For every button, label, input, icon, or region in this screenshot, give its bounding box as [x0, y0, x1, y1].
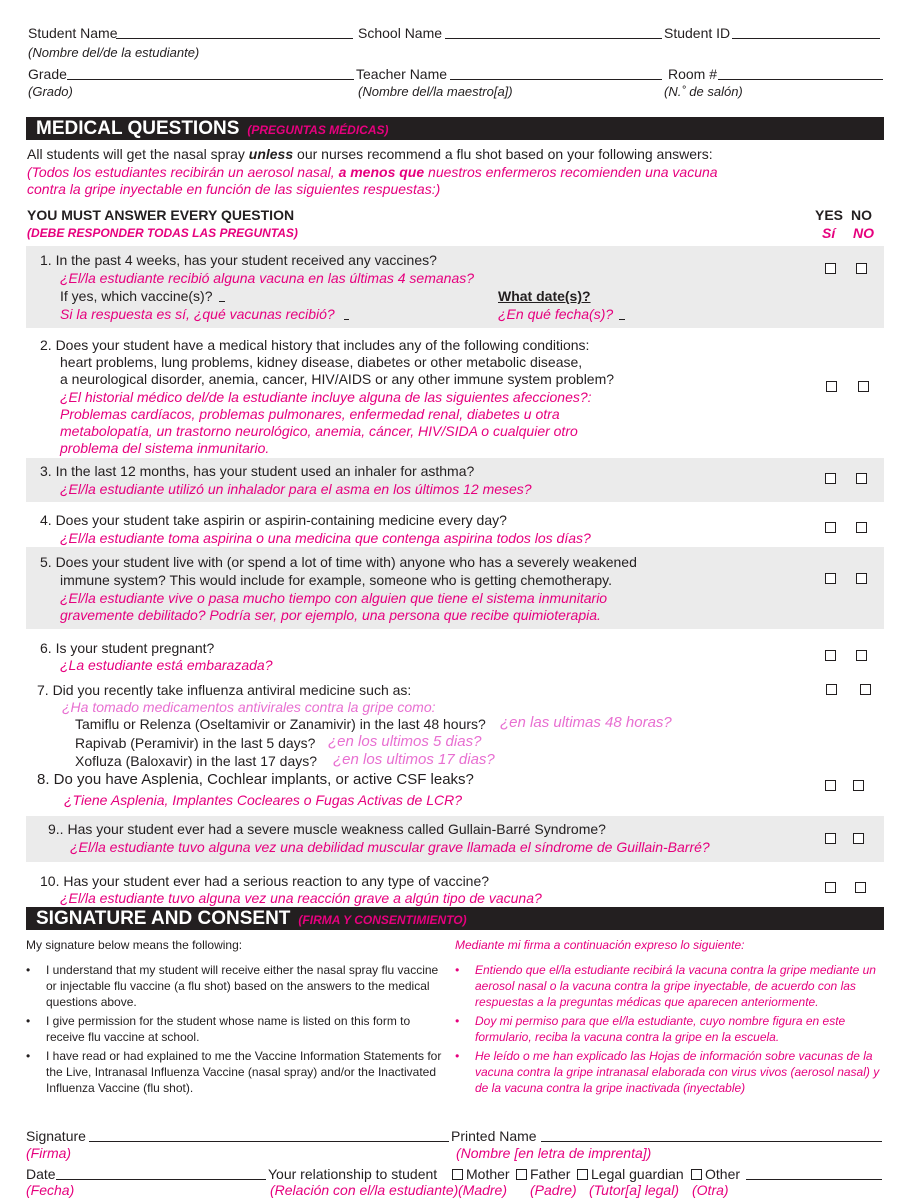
teacher-name-label: Teacher Name	[356, 66, 448, 82]
q2-text-es-4: problema del sistema inmunitario.	[60, 440, 270, 456]
q7-xofluza: Xofluza (Baloxavir) in the last 17 days?	[75, 753, 318, 769]
q7-rapivab-es: ¿en los ultimos 5 dias?	[328, 733, 482, 750]
relationship-label: Your relationship to student	[268, 1166, 438, 1182]
q3-text-es: ¿El/la estudiante utilizó un inhalador para el asma en los últimos 12 meses?	[60, 481, 532, 497]
signature-label: Signature	[26, 1128, 86, 1144]
printed-name-label-es: (Nombre [en letra de imprenta])	[456, 1145, 652, 1161]
q9-yes-checkbox[interactable]	[825, 833, 836, 844]
no-header: NO	[851, 207, 872, 223]
student-name-label: Student Name	[28, 25, 118, 41]
q5-text-es-1: ¿El/la estudiante vive o pasa mucho tiempo con alguien que tiene el sistema inmunitario	[60, 590, 608, 606]
q2-text-3: a neurological disorder, anemia, cancer, HIV/AIDS or any other immune system problem?	[60, 371, 615, 387]
date-field[interactable]	[56, 1166, 266, 1180]
q6-no-checkbox[interactable]	[856, 650, 867, 661]
q7-yes-checkbox[interactable]	[826, 684, 837, 695]
q10-no-checkbox[interactable]	[855, 882, 866, 893]
guardian-checkbox[interactable]	[577, 1169, 588, 1180]
mother-option[interactable]: Mother	[452, 1166, 510, 1183]
q8-yes-checkbox[interactable]	[825, 780, 836, 791]
date-label: Date	[26, 1166, 56, 1182]
school-name-field[interactable]	[445, 25, 662, 39]
must-answer-es: (DEBE RESPONDER TODAS LAS PREGUNTAS)	[27, 226, 298, 240]
q2-no-checkbox[interactable]	[858, 381, 869, 392]
medical-intro: All students will get the nasal spray unless our nurses recommend a flu shot based on your following answers:	[27, 146, 713, 162]
q3-text: 3. In the last 12 months, has your student used an inhaler for asthma?	[40, 463, 475, 479]
q1-yes-checkbox[interactable]	[825, 263, 836, 274]
q4-no-checkbox[interactable]	[856, 522, 867, 533]
consent-item-1-es: • Entiendo que el/la estudiante recibirá la vacuna contra la gripe mediante un aerosol nasal o la vacuna contra la gripe inyectable, de acuerdo con las respuestas a la preguntas médicas que aparecen anteriormente.	[455, 962, 885, 1010]
room-es: (N.˚ de salón)	[664, 84, 743, 99]
q6-text: 6. Is your student pregnant?	[40, 640, 215, 656]
q5-yes-checkbox[interactable]	[825, 573, 836, 584]
q1-date-es: ¿En qué fecha(s)?	[498, 306, 614, 322]
consent-list-es	[455, 962, 885, 1099]
consent-item-1: • I understand that my student will receive either the nasal spray flu vaccine or injectable flu vaccine (a flu shot) based on the answers to the medical questions above.	[26, 962, 444, 1010]
q9-text-es: ¿El/la estudiante tuvo alguna vez una debilidad muscular grave llamada el síndrome de Guillain-Barré?	[70, 839, 710, 855]
q6-text-es: ¿La estudiante está embarazada?	[60, 657, 273, 673]
q1-which-es: Si la respuesta es sí, ¿qué vacunas recibió?	[60, 306, 335, 322]
printed-name-label: Printed Name	[451, 1128, 537, 1144]
q1-text-es: ¿El/la estudiante recibió alguna vacuna en las últimas 4 semanas?	[60, 270, 475, 286]
medical-intro-es-1: (Todos los estudiantes recibirán un aerosol nasal, a menos que nuestros enfermeros recomienden una vacuna	[27, 164, 718, 180]
q1-which-field[interactable]	[219, 288, 225, 302]
printed-name-field[interactable]	[541, 1128, 882, 1142]
q10-text: 10. Has your student ever had a serious reaction to any type of vaccine?	[40, 873, 490, 889]
medical-questions-title-es: (PREGUNTAS MÉDICAS)	[247, 123, 389, 137]
q2-text-es-3: metabolopatía, un trastorno neurológico, anemia, cáncer, HIV/SIDA o cualquier otro	[60, 423, 578, 439]
q4-text: 4. Does your student take aspirin or aspirin-containing medicine every day?	[40, 512, 507, 528]
signature-intro: My signature below means the following:	[26, 938, 243, 952]
signature-consent-title: SIGNATURE AND CONSENT	[36, 908, 291, 929]
student-id-label: Student ID	[664, 25, 731, 41]
q7-xofluza-es: ¿en los ultimos 17 dias?	[333, 751, 495, 768]
other-option[interactable]: Other	[691, 1166, 740, 1183]
relationship-label-es: (Relación con el/la estudiante)	[270, 1182, 459, 1198]
q7-tamiflu-es: ¿en las ultimas 48 horas?	[500, 714, 672, 731]
signature-intro-es: Mediante mi firma a continuación expreso lo siguiente:	[455, 938, 745, 952]
medical-questions-header	[26, 117, 884, 140]
q7-rapivab: Rapivab (Peramivir) in the last 5 days?	[75, 735, 316, 751]
other-checkbox[interactable]	[691, 1169, 702, 1180]
q1-no-checkbox[interactable]	[856, 263, 867, 274]
yes-header-es: Sí	[822, 225, 836, 241]
q2-yes-checkbox[interactable]	[826, 381, 837, 392]
grade-field[interactable]	[67, 66, 354, 80]
room-field[interactable]	[718, 66, 883, 80]
signature-consent-header	[26, 907, 884, 930]
q9-text: 9.. Has your student ever had a severe muscle weakness called Gullain-Barré Syndrome?	[48, 821, 606, 837]
student-id-field[interactable]	[732, 25, 880, 39]
q1-date-label: What date(s)?	[498, 288, 591, 304]
consent-list-en	[26, 962, 444, 1099]
q2-text-es-2: Problemas cardíacos, problemas pulmonares, enfermedad renal, diabetes u otra	[60, 406, 560, 422]
teacher-name-es: (Nombre del/la maestro[a])	[358, 84, 513, 99]
father-label-es: (Padre)	[530, 1182, 577, 1198]
date-label-es: (Fecha)	[26, 1182, 75, 1198]
student-name-es: (Nombre del/de la estudiante)	[28, 45, 200, 60]
mother-label-es: (Madre)	[458, 1182, 508, 1198]
father-option[interactable]: Father	[516, 1166, 570, 1183]
q4-text-es: ¿El/la estudiante toma aspirina o una medicina que contenga aspirina todos los días?	[60, 530, 591, 546]
room-label: Room #	[668, 66, 718, 82]
grade-es: (Grado)	[28, 84, 73, 99]
q1-which-label: If yes, which vaccine(s)?	[60, 288, 213, 304]
q9-no-checkbox[interactable]	[853, 833, 864, 844]
signature-label-es: (Firma)	[26, 1145, 72, 1161]
q1-date-field[interactable]	[619, 306, 625, 320]
q5-text-es-2: gravemente debilitado? Podría ser, por ejemplo, una persona que recibe quimioterapia.	[60, 607, 601, 623]
must-answer: YOU MUST ANSWER EVERY QUESTION	[27, 207, 295, 223]
mother-checkbox[interactable]	[452, 1169, 463, 1180]
q4-yes-checkbox[interactable]	[825, 522, 836, 533]
q5-text-2: immune system? This would include for example, someone who is getting chemotherapy.	[60, 572, 612, 588]
q3-yes-checkbox[interactable]	[825, 473, 836, 484]
father-checkbox[interactable]	[516, 1169, 527, 1180]
grade-label: Grade	[28, 66, 67, 82]
consent-item-3: • I have read or had explained to me the Vaccine Information Statements for the Live, Intranasal Influenza Vaccine (nasal spray) and/or the Inactivated Influenza Vaccine (flu shot).	[26, 1048, 444, 1096]
q2-text-2: heart problems, lung problems, kidney disease, diabetes or other metabolic disease,	[60, 354, 583, 370]
no-header-es: NO	[853, 225, 874, 241]
q2-text-1: 2. Does your student have a medical history that includes any of the following conditions:	[40, 337, 590, 353]
q8-no-checkbox[interactable]	[853, 780, 864, 791]
student-name-field[interactable]	[116, 25, 353, 39]
q5-no-checkbox[interactable]	[856, 573, 867, 584]
q1-text: 1. In the past 4 weeks, has your student received any vaccines?	[40, 252, 437, 268]
q8-text: 8. Do you have Asplenia, Cochlear implants, or active CSF leaks?	[37, 771, 474, 788]
medical-intro-es-2: contra la gripe inyectable en función de las siguientes respuestas:)	[27, 181, 441, 197]
q10-yes-checkbox[interactable]	[825, 882, 836, 893]
q7-text-es: ¿Ha tomado medicamentos antivirales contra la gripe como:	[62, 699, 436, 715]
q7-tamiflu: Tamiflu or Relenza (Oseltamivir or Zanamivir) in the last 48 hours?	[75, 716, 486, 732]
q6-yes-checkbox[interactable]	[825, 650, 836, 661]
q3-no-checkbox[interactable]	[856, 473, 867, 484]
consent-item-2: • I give permission for the student whose name is listed on this form to receive flu vaccine at school.	[26, 1013, 444, 1045]
consent-item-2-es: • Doy mi permiso para que el/la estudiante, cuyo nombre figura en este formulario, reciba la vacuna contra la gripe en la escuela.	[455, 1013, 885, 1045]
other-label-es: (Otra)	[692, 1182, 729, 1198]
q1-which-es-field[interactable]	[344, 306, 349, 320]
yes-header: YES	[815, 207, 844, 223]
signature-consent-title-es: (FIRMA Y CONSENTIMIENTO)	[298, 913, 467, 927]
guardian-option[interactable]: Legal guardian	[577, 1166, 684, 1183]
q2-text-es-1: ¿El historial médico del/de la estudiante incluye alguna de las siguientes afecciones?:	[60, 389, 592, 405]
other-field[interactable]	[746, 1166, 882, 1180]
q7-no-checkbox[interactable]	[860, 684, 871, 695]
teacher-name-field[interactable]	[450, 66, 662, 80]
medical-questions-title: MEDICAL QUESTIONS	[36, 118, 240, 139]
q8-text-es: ¿Tiene Asplenia, Implantes Cocleares o Fugas Activas de LCR?	[64, 792, 463, 808]
school-name-label: School Name	[358, 25, 443, 41]
signature-field[interactable]	[89, 1128, 449, 1142]
consent-item-3-es: • He leído o me han explicado las Hojas de información sobre vacunas de la vacuna contra la gripe intranasal elaborada con virus vivos (aerosol nasal) y de la vacuna contra la gripe inactivada (inyectable)	[455, 1048, 885, 1096]
q10-text-es: ¿El/la estudiante tuvo alguna vez una reacción grave a algún tipo de vacuna?	[60, 890, 542, 906]
q7-text: 7. Did you recently take influenza antiviral medicine such as:	[37, 682, 412, 698]
guardian-label-es: (Tutor[a] legal)	[589, 1182, 679, 1198]
q5-text-1: 5. Does your student live with (or spend a lot of time with) anyone who has a severely weakened	[40, 554, 637, 570]
